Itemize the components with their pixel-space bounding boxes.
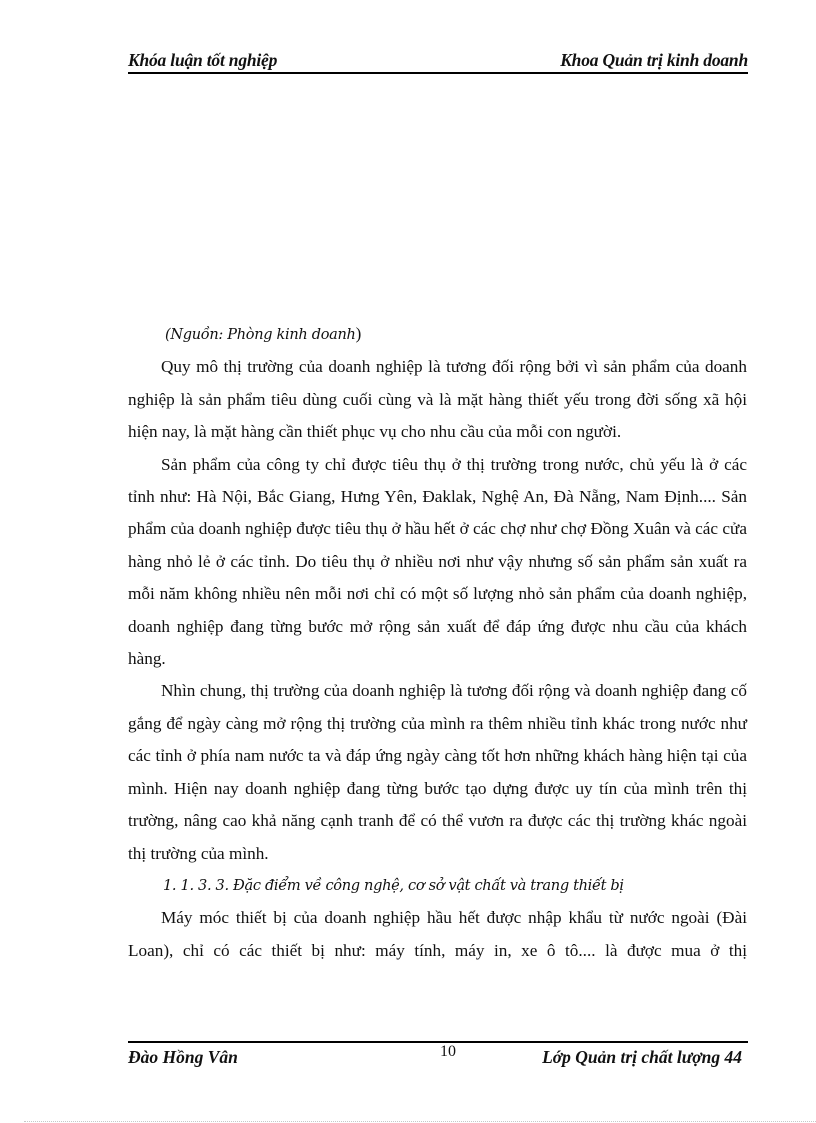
source-note-close: )	[355, 324, 361, 343]
running-footer	[128, 1041, 748, 1071]
footer-class: Lớp Quản trị chất lượng 44	[542, 1047, 742, 1067]
paragraph-distribution: Sản phẩm của công ty chỉ được tiêu thụ ở thị trường trong nước, chủ yếu là ở các tỉnh như: Hà Nội, Bắc Giang, Hưng Yên, Đaklak, Nghệ An, Đà Nẵng, Nam Định.... Sản phẩm của doanh nghiệp được tiêu thụ ở hầu hết ở các chợ như chợ Đồng Xuân và các cửa hàng nhỏ lẻ ở các tỉnh. Do tiêu thụ ở nhiều nơi như vậy nhưng số sản phẩm sản xuất ra mỗi năm không nhiều nên mỗi nơi chỉ có một số lượng nhỏ sản phẩm của doanh nghiệp, doanh nghiệp đang từng bước mở rộng sản xuất để đáp ứng được nhu cầu của khách hàng.	[128, 454, 747, 669]
source-note-text: (Nguồn: Phòng kinh doanh	[165, 327, 356, 343]
section-heading: 1. 1. 3. 3. Đặc điểm về công nghệ, cơ sở vật chất và trang thiết bị	[163, 876, 624, 894]
page-boundary	[24, 1121, 816, 1122]
header-faculty-label: Khoa Quản trị kinh doanh	[560, 50, 748, 70]
paragraph-market-scale: Quy mô thị trường của doanh nghiệp là tương đối rộng bởi vì sản phẩm của doanh nghiệp là sản phẩm tiêu dùng cuối cùng và là mặt hàng thiết yếu trong đời sống xã hội hiện nay, là mặt hàng cần thiết phục vụ cho nhu cầu của mỗi con người.	[128, 357, 747, 442]
paragraph-market-overview: Nhìn chung, thị trường của doanh nghiệp là tương đối rộng và doanh nghiệp đang cố gắng để ngày càng mở rộng thị trường của mình ra thêm nhiều tỉnh khác trong nước như các tỉnh ở phía nam nước ta và đáp ứng ngày càng tốt hơn những khách hàng hiện tại của mình. Hiện nay doanh nghiệp đang từng bước tạo dựng được uy tín của mình trên thị trường, nâng cao khả năng cạnh tranh để có thể vươn ra được các thị trường khác ngoài thị trường của mình.	[128, 681, 747, 863]
paragraph-equipment: Máy móc thiết bị của doanh nghiệp hầu hết được nhập khẩu từ nước ngoài (Đài Loan), chỉ có các thiết bị như: máy tính, máy in, xe ô tô.... là được mua ở thị	[128, 908, 747, 960]
header-thesis-label: Khóa luận tốt nghiệp	[128, 50, 278, 70]
body-text	[128, 318, 747, 967]
running-header	[128, 46, 748, 74]
footer-author: Đào Hồng Vân	[128, 1047, 238, 1067]
page-number: 10	[440, 1043, 456, 1060]
source-note	[128, 318, 747, 351]
